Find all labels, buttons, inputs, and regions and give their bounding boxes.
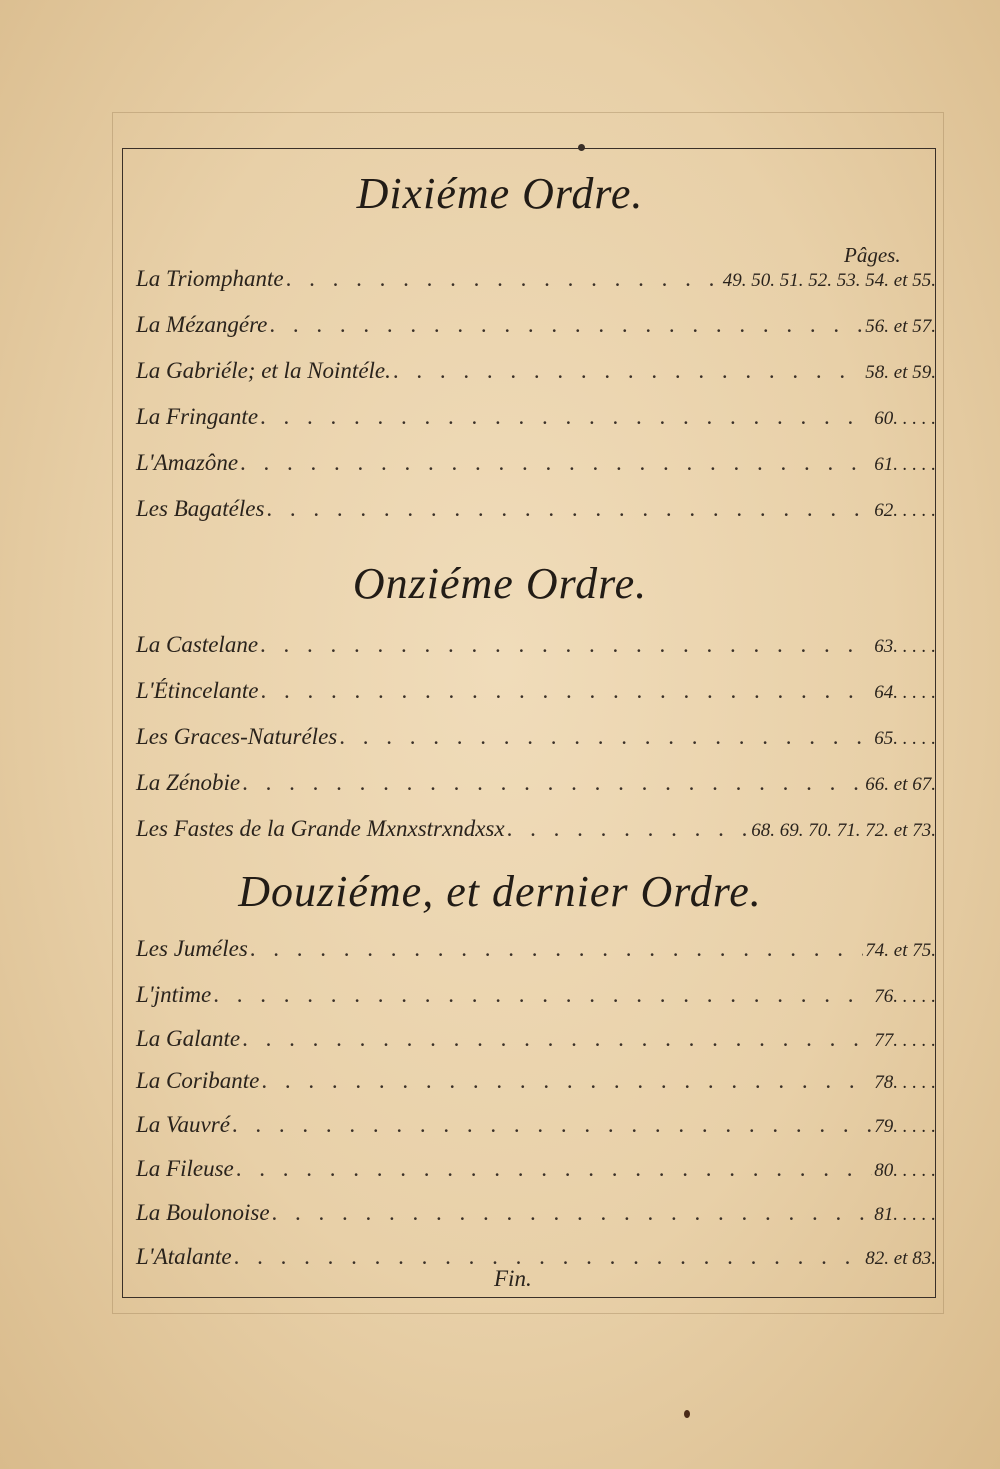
entry-pages: 61. . . . . xyxy=(874,454,936,475)
toc-entry xyxy=(136,404,936,438)
toc-entry xyxy=(136,450,936,484)
dot-leader xyxy=(272,1200,873,1226)
dot-leader xyxy=(250,936,864,962)
entry-title: L'jntime xyxy=(136,982,212,1007)
entry-pages: 68. 69. 70. 71. 72. et 73. xyxy=(751,820,936,841)
entry-pages: 82. et 83. xyxy=(865,1248,936,1269)
toc-entry xyxy=(136,1244,936,1278)
toc-entry xyxy=(136,936,936,970)
entry-title: La Fringante xyxy=(136,404,259,429)
entry-pages: 81. . . . . xyxy=(874,1204,936,1225)
toc-entry xyxy=(136,724,936,758)
entry-title: La Triomphante xyxy=(136,266,284,291)
toc-entry xyxy=(136,1068,936,1102)
entry-title: La Coribante xyxy=(136,1068,260,1093)
fin-label: Fin. xyxy=(494,1266,532,1291)
section-heading-douzieme: Douziéme, et dernier Ordre. xyxy=(238,867,762,916)
toc-entry xyxy=(136,358,936,392)
toc-entry xyxy=(136,982,936,1016)
toc-entry xyxy=(136,1112,936,1146)
toc-entry xyxy=(136,632,936,666)
pages-column-label: Pâges. xyxy=(844,243,901,267)
entry-title: La Vauvré xyxy=(136,1112,230,1137)
entry-pages: 77. . . . . xyxy=(874,1030,936,1051)
dot-leader xyxy=(232,1112,872,1138)
entry-title: L'Étincelante xyxy=(136,678,259,703)
entry-title: Les Graces-Naturéles xyxy=(136,724,338,749)
entry-title: Les Bagatéles xyxy=(136,496,265,521)
toc-entry xyxy=(136,312,936,346)
dot-leader xyxy=(393,358,863,384)
dot-leader xyxy=(242,1026,872,1052)
toc-entry xyxy=(136,1156,936,1190)
dot-leader xyxy=(234,1244,864,1270)
entry-pages: 60. . . . . xyxy=(874,408,936,429)
entry-title: La Zénobie xyxy=(136,770,241,795)
dot-leader xyxy=(261,1068,872,1094)
dot-leader xyxy=(339,724,872,750)
entry-pages: 56. et 57. xyxy=(865,316,936,337)
dot-leader xyxy=(507,816,750,842)
entry-title: La Fileuse xyxy=(136,1156,234,1181)
entry-pages: 80. . . . . xyxy=(874,1160,936,1181)
entry-title: Les Fastes de la Grande Mxnxstrxndxsx xyxy=(136,816,505,841)
toc-entry xyxy=(136,816,936,850)
dot-leader xyxy=(266,496,872,522)
toc-entry xyxy=(136,770,936,804)
dot-leader xyxy=(260,404,872,430)
entry-pages: 64. . . . . xyxy=(874,682,936,703)
dot-leader xyxy=(260,632,872,658)
entry-pages: 74. et 75. xyxy=(865,940,936,961)
toc-entry xyxy=(136,496,936,530)
entry-pages: 58. et 59. xyxy=(865,362,936,383)
dot-leader xyxy=(242,770,863,796)
entry-pages: 66. et 67. xyxy=(865,774,936,795)
entry-title: L'Atalante xyxy=(136,1244,232,1269)
entry-pages: 79. . . . . xyxy=(874,1116,936,1137)
entry-title: La Castelane xyxy=(136,632,259,657)
dot-leader xyxy=(260,678,872,704)
entry-pages: 63. . . . . xyxy=(874,636,936,657)
toc-entry xyxy=(136,1026,936,1060)
toc-entry xyxy=(136,678,936,712)
frame-ornament xyxy=(578,144,585,151)
section-heading-dixieme: Dixiéme Ordre. xyxy=(356,169,644,218)
entry-pages: 49. 50. 51. 52. 53. 54. et 55. xyxy=(722,270,936,291)
section-heading-onzieme: Onziéme Ordre. xyxy=(352,559,648,608)
dot-leader xyxy=(269,312,863,338)
dot-leader xyxy=(236,1156,873,1182)
entry-title: La Gabriéle; et la Nointéle. xyxy=(136,358,391,383)
dot-leader xyxy=(213,982,872,1008)
entry-title: L'Amazône xyxy=(136,450,239,475)
entry-title: La Galante xyxy=(136,1026,241,1051)
entry-title: Les Juméles xyxy=(136,936,248,961)
dot-leader xyxy=(240,450,872,476)
entry-pages: 78. . . . . xyxy=(874,1072,936,1093)
toc-entry xyxy=(136,266,936,300)
entry-pages: 65. . . . . xyxy=(874,728,936,749)
entry-pages: 76. . . . . xyxy=(874,986,936,1007)
entry-title: La Boulonoise xyxy=(136,1200,270,1225)
entry-pages: 62. . . . . xyxy=(874,500,936,521)
ink-spot xyxy=(684,1410,690,1418)
entry-title: La Mézangére xyxy=(136,312,268,337)
toc-entry xyxy=(136,1200,936,1234)
dot-leader xyxy=(286,266,721,292)
